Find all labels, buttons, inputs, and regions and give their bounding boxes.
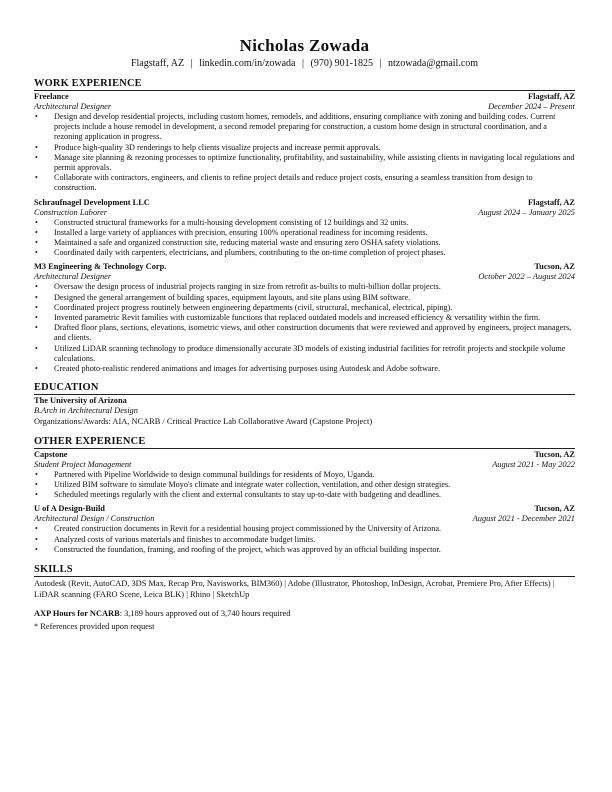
job-org: U of A Design-Build xyxy=(34,504,105,514)
job-role: Student Project Management xyxy=(34,459,132,469)
resume-page xyxy=(34,36,575,632)
job-dates: August 2021 - May 2022 xyxy=(492,459,575,469)
job-org: Schraufnagel Development LLC xyxy=(34,197,150,207)
bullet-item: • Invented parametric Revit families with customizable functions that replaced outdated models and increased efficiency & versatility within the firm. xyxy=(34,313,575,323)
job-role: Construction Laborer xyxy=(34,207,107,217)
section-title-other-experience: OTHER EXPERIENCE xyxy=(34,436,575,449)
bullet-item: • Produce high-quality 3D renderings to help clients visualize projects and increase permit approvals. xyxy=(34,143,575,153)
bullet-item: • Manage site planning & rezoning processes to optimize functionality, profitability, and sustainability, while assisting clients in navigating local regulations and permit approvals. xyxy=(34,153,575,173)
axp-label: AXP Hours for NCARB xyxy=(34,609,120,619)
job-entry xyxy=(34,92,575,194)
job-org: Capstone xyxy=(34,449,68,459)
job-location: Tucson, AZ xyxy=(534,449,575,459)
bullet-item: • Maintained a safe and organized construction site, reducing material waste and ensuring zero OSHA safety violations. xyxy=(34,238,575,248)
skills-list: Autodesk (Revit, AutoCAD, 3DS Max, Recap Pro, Navisworks, BIM360) | Adobe (Illustrator, Photoshop, InDesign, Acrobat, Premiere Pro, After Effects) | LiDAR scanning (FARO Scene, Leica BLK) | Rhino | SketchUp xyxy=(34,579,555,600)
section-title-education: EDUCATION xyxy=(34,382,575,395)
job-org: Freelance xyxy=(34,92,69,101)
job-dates: October 2022 – August 2024 xyxy=(478,272,575,282)
job-bullets xyxy=(34,470,575,501)
job-entry xyxy=(34,504,575,555)
bullet-item: • Coordinated project progress routinely between engineering departments (civil, structural, mechanical, electrical, piping). xyxy=(34,303,575,313)
bullet-item: • Utilized BIM software to simulate Moyo's climate and integrate water collection, ventilation, and other design strategies. xyxy=(34,480,575,490)
bullet-item: • Constructed the foundation, framing, and roofing of the project, which was approved by an official building inspector. xyxy=(34,545,575,555)
bullet-item: • Scheduled meetings regularly with the client and external consultants to stay up-to-date with budgeting and deadlines. xyxy=(34,490,575,500)
job-entry xyxy=(34,198,575,259)
job-location: Flagstaff, AZ xyxy=(528,92,575,101)
candidate-name: Nicholas Zowada xyxy=(239,36,370,55)
job-entry xyxy=(34,450,575,501)
bullet-item: • Oversaw the design process of industrial projects ranging in size from retrofit as-builts to multi-billion dollar projects. xyxy=(34,282,575,292)
bullet-item: • Partnered with Pipeline Worldwide to design communal buildings for residents of Moyo, Uganda. xyxy=(34,470,575,480)
bullet-item: • Utilized LiDAR scanning technology to produce dimensionally accurate 3D models of existing industrial facilities for retrofit projects and stockpile volume calculations. xyxy=(34,344,575,364)
bullet-item: • Created photo-realistic rendered animations and images for advertising purposes using Autodesk and Adobe software. xyxy=(34,364,575,374)
job-bullets xyxy=(34,524,575,555)
contact-email-link[interactable]: ntzowada@gmail.com xyxy=(388,58,479,69)
job-bullets xyxy=(34,112,575,194)
bullet-item: • Collaborate with contractors, engineers, and clients to refine project details and reduce project costs, ensuring a seamless transition from design to construction. xyxy=(34,173,575,193)
contact-separator: | xyxy=(379,58,382,69)
education-school: The University of Arizona xyxy=(34,396,127,406)
job-dates: August 2024 – January 2025 xyxy=(478,207,575,217)
contact-phone: (970) 901-1825 xyxy=(310,58,374,69)
job-location: Tucson, AZ xyxy=(534,262,575,272)
job-bullets xyxy=(34,218,575,259)
job-dates: December 2024 – Present xyxy=(488,102,575,111)
axp-text: : 3,189 hours approved out of 3,740 hours required xyxy=(119,609,291,619)
references-note: * References provided upon request xyxy=(34,622,155,632)
education-degree: B.Arch in Architectural Design xyxy=(34,406,138,416)
bullet-item: • Designed the general arrangement of building spaces, equipment layouts, and site plans using BIM software. xyxy=(34,293,575,303)
bullet-item: • Analyzed costs of various materials and finishes to accommodate budget limits. xyxy=(34,535,575,545)
axp-hours xyxy=(34,608,575,619)
job-org: M3 Engineering & Technology Corp. xyxy=(34,262,167,272)
section-title-work: WORK EXPERIENCE xyxy=(34,78,575,91)
section-title-skills: SKILLS xyxy=(34,564,575,577)
bullet-item: • Coordinated daily with carpenters, electricians, and plumbers, contributing to the on-time completion of project phases. xyxy=(34,248,575,258)
education-awards: Organizations/Awards: AIA, NCARB / Critical Practice Lab Collaborative Award (Capstone Project) xyxy=(34,416,373,426)
contact-line xyxy=(34,57,575,70)
job-role: Architectural Designer xyxy=(34,272,112,282)
job-dates: August 2021 - December 2021 xyxy=(472,514,575,524)
bullet-item: • Constructed structural frameworks for a multi-housing development consisting of 12 buildings and 32 units. xyxy=(34,218,575,228)
job-location: Tucson, AZ xyxy=(534,504,575,514)
contact-location: Flagstaff, AZ xyxy=(130,58,185,69)
bullet-item: • Created construction documents in Revit for a residential housing project commissioned by the University of Arizona. xyxy=(34,524,575,534)
job-role: Architectural Design / Construction xyxy=(34,514,155,524)
bullet-item: • Design and develop residential projects, including custom homes, remodels, and additions, ensuring compliance with zoning and building codes. Current projects include a house remodel in development, a second remodel preparing for construction, a custom home design in structural coordination, and a rezoning application in progress. xyxy=(34,112,575,143)
job-entry xyxy=(34,262,575,374)
contact-separator: | xyxy=(302,58,305,69)
contact-separator: | xyxy=(190,58,193,69)
job-bullets xyxy=(34,282,575,374)
job-role: Architectural Designer xyxy=(34,102,112,111)
job-location: Flagstaff, AZ xyxy=(528,197,575,207)
bullet-item: • Drafted floor plans, sections, elevations, isometric views, and other construction documents that were reviewed and approved by engineers, project managers, and clients. xyxy=(34,323,575,343)
bullet-item: • Installed a large variety of appliances with precision, ensuring 100% operational readiness for incoming residents. xyxy=(34,228,575,238)
contact-linkedin-link[interactable]: linkedin.com/in/zowada xyxy=(199,58,296,69)
